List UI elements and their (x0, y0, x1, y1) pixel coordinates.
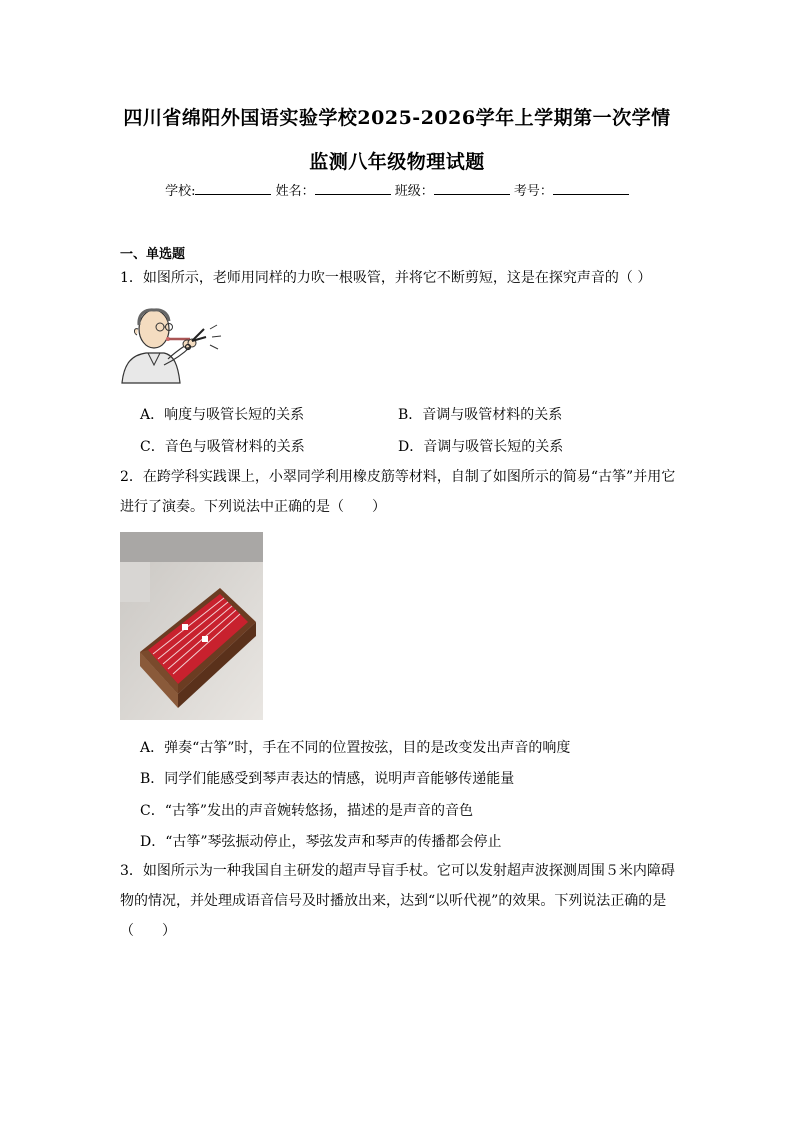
teacher-blowing-straw-illustration (118, 303, 233, 385)
class-label: 班级： (394, 184, 434, 199)
section-title: 一、单选题 (120, 247, 186, 262)
question-2-stem-line-2: 进行了演奏。下列说法中正确的是（ ） (120, 499, 386, 515)
q2-option-c: C．“古筝”发出的声音婉转悠扬，描述的是声音的音色 (140, 803, 474, 819)
q1-option-d: D．音调与吸管长短的关系 (398, 439, 564, 455)
exam-number-blank (553, 182, 629, 195)
question-2-stem-line-1: 2．在跨学科实践课上，小翠同学利用橡皮筋等材料，自制了如图所示的简易“古筝”并用它 (120, 469, 676, 485)
question-3-stem-line-1: 3．如图所示为一种我国自主研发的超声导盲手杖。它可以发射超声波探测周围５米内障碍 (120, 863, 675, 879)
question-3-stem-line-3: （ ） (120, 923, 176, 939)
q1-option-c: C．音色与吸管材料的关系 (140, 439, 305, 455)
school-blank (195, 182, 271, 195)
q2-option-d: D．“古筝”琴弦振动停止，琴弦发声和琴声的传播都会停止 (140, 834, 502, 850)
question-3-stem-line-2: 物的情况，并处理成语音信号及时播放出来，达到“以听代视”的效果。下列说法正确的是 (120, 893, 667, 909)
name-blank (315, 182, 391, 195)
q2-option-b: B．同学们能感受到琴声表达的情感，说明声音能够传递能量 (140, 771, 515, 787)
name-label: 姓名： (275, 184, 315, 199)
q2-option-a: A．弹奏“古筝”时，手在不同的位置按弦，目的是改变发出声音的响度 (140, 740, 571, 756)
question-1-stem: 1．如图所示，老师用同样的力吹一根吸管，并将它不断剪短，这是在探究声音的（ ） (120, 270, 652, 286)
homemade-guzheng-photo (120, 532, 263, 720)
student-info-line (80, 180, 714, 199)
school-label: 学校: (165, 184, 196, 199)
exam-title-line-2: 监测八年级物理试题 (309, 151, 485, 173)
q1-option-b: B．音调与吸管材料的关系 (398, 407, 563, 423)
class-blank (434, 182, 510, 195)
q1-option-a: A．响度与吸管长短的关系 (140, 407, 305, 423)
exam-title-line-1: 四川省绵阳外国语实验学校2025-2026学年上学期第一次学情 (123, 107, 671, 129)
exam-number-label: 考号： (513, 184, 553, 199)
